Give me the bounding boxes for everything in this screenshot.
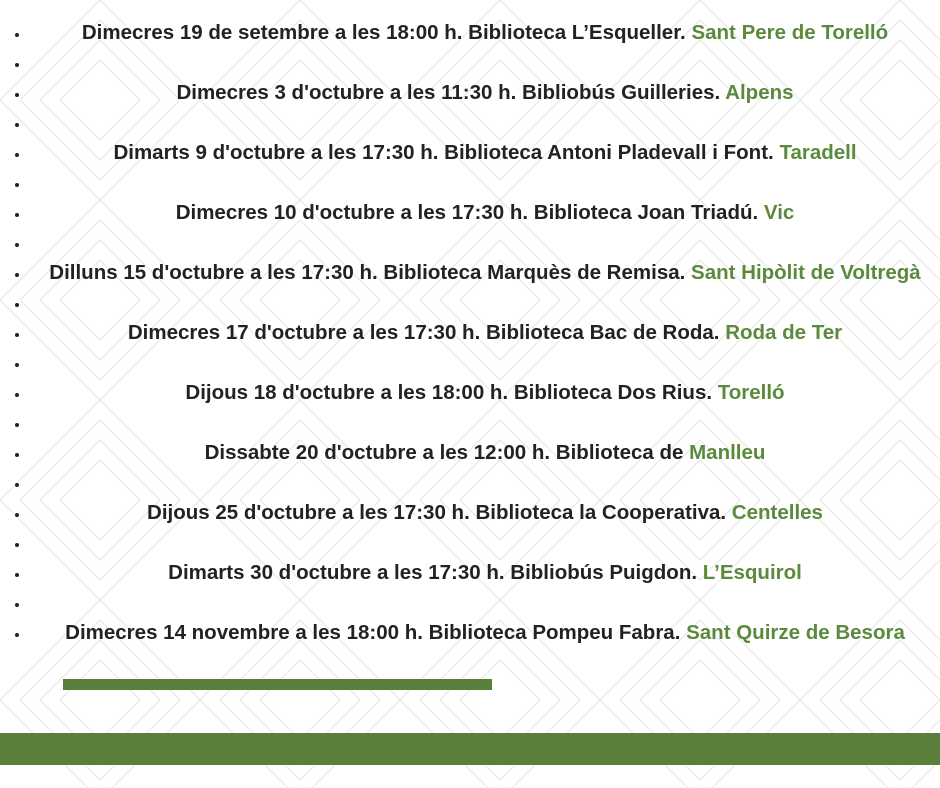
empty-list-item [30, 168, 940, 198]
event-place: Sant Hipòlit de Voltregà [691, 261, 921, 284]
list-item [30, 618, 940, 648]
list-item [30, 18, 940, 48]
event-text: Dimecres 19 de setembre a les 18:00 h. Biblioteca L’Esqueller. [81, 21, 692, 44]
list-item [30, 438, 940, 468]
empty-list-item [30, 348, 940, 378]
event-place: Vic [763, 201, 795, 224]
list-item [30, 138, 940, 168]
list-item [30, 498, 940, 528]
event-text: Dimecres 3 d'octubre a les 11:30 h. Bibliobús Guilleries. [176, 81, 726, 104]
event-text: Dijous 18 d'octubre a les 18:00 h. Biblioteca Dos Rius. [185, 381, 718, 404]
event-place: Centelles [731, 501, 823, 524]
list-item [30, 318, 940, 348]
event-place: Sant Pere de Torelló [691, 21, 889, 44]
empty-list-item [30, 108, 940, 138]
event-text: Dimecres 10 d'octubre a les 17:30 h. Biblioteca Joan Triadú. [175, 201, 764, 224]
empty-list-item [30, 228, 940, 258]
list-item [30, 78, 940, 108]
event-text: Dissabte 20 d'octubre a les 12:00 h. Biblioteca de [204, 441, 690, 464]
event-place: Torelló [717, 381, 785, 404]
event-text: Dimecres 17 d'octubre a les 17:30 h. Biblioteca Bac de Roda. [127, 321, 726, 344]
empty-list-item [30, 468, 940, 498]
list-item [30, 258, 940, 288]
event-schedule-list [0, 18, 940, 648]
event-text: Dilluns 15 d'octubre a les 17:30 h. Biblioteca Marquès de Remisa. [49, 261, 692, 284]
list-item [30, 378, 940, 408]
accent-underline-bar [63, 679, 492, 690]
empty-list-item [30, 288, 940, 318]
list-item [30, 198, 940, 228]
event-place: L’Esquirol [702, 561, 802, 584]
event-text: Dimarts 9 d'octubre a les 17:30 h. Biblioteca Antoni Pladevall i Font. [113, 141, 780, 164]
event-text: Dijous 25 d'octubre a les 17:30 h. Biblioteca la Cooperativa. [147, 501, 732, 524]
empty-list-item [30, 588, 940, 618]
event-place: Roda de Ter [725, 321, 843, 344]
event-place: Manlleu [689, 441, 766, 464]
event-place: Alpens [725, 81, 794, 104]
event-text: Dimarts 30 d'octubre a les 17:30 h. Bibliobús Puigdon. [168, 561, 703, 584]
empty-list-item [30, 408, 940, 438]
event-text: Dimecres 14 novembre a les 18:00 h. Biblioteca Pompeu Fabra. [65, 621, 687, 644]
list-item [30, 558, 940, 588]
event-place: Sant Quirze de Besora [686, 621, 905, 644]
empty-list-item [30, 528, 940, 558]
empty-list-item [30, 48, 940, 78]
footer-band [0, 733, 940, 765]
event-place: Taradell [779, 141, 857, 164]
